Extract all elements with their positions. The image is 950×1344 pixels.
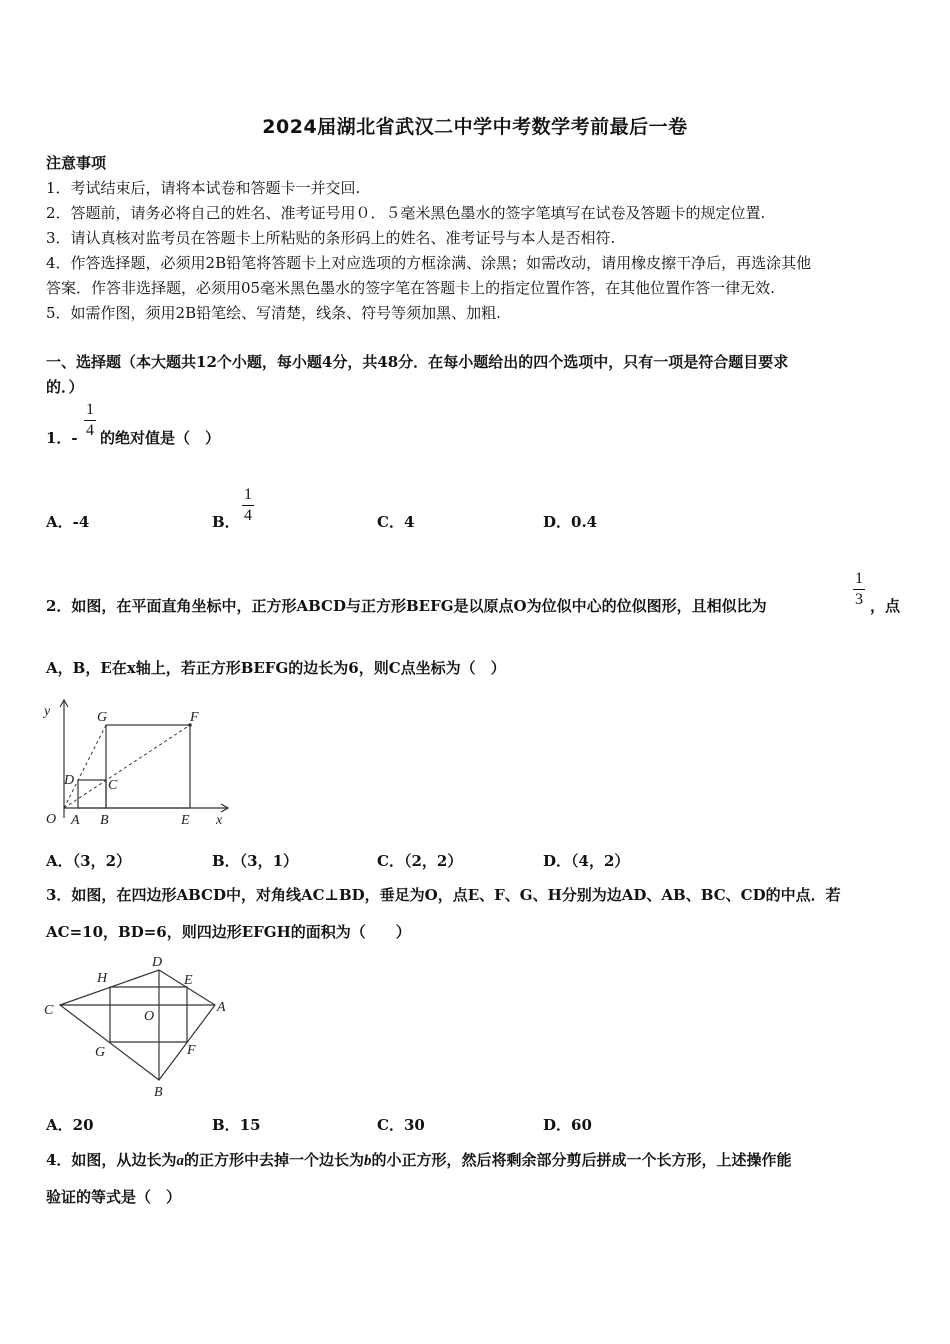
q2-stem-end: ，点 bbox=[870, 597, 901, 615]
q2-option-b: B．（3，1） bbox=[212, 852, 299, 870]
q2-figure bbox=[40, 695, 240, 830]
q4-stem bbox=[46, 1149, 791, 1170]
q2-stem-cont: A，B，E在x轴上，若正方形BEFG的边长为6，则C点坐标为（ ） bbox=[46, 659, 506, 677]
q1-option-a: A．-4 bbox=[46, 513, 90, 531]
label-c: C bbox=[44, 1003, 54, 1018]
label-g: G bbox=[95, 1045, 106, 1060]
q1b-frac-den: 4 bbox=[244, 507, 252, 524]
notice-item: 5．如需作图，须用2B铅笔绘、写清楚，线条、符号等须加黑、加粗. bbox=[46, 304, 501, 322]
label-c: C bbox=[108, 778, 118, 793]
q4-var-a: a bbox=[176, 1153, 184, 1169]
q1-option-c: C．4 bbox=[377, 513, 415, 531]
q1-prefix: 1．- bbox=[46, 429, 78, 447]
q1-stem: 的绝对值是（ ） bbox=[100, 429, 221, 447]
notice-item: 2．答题前，请务必将自己的姓名、准考证号用０．５毫米黑色墨水的签字笔填写在试卷及答题卡的规定位置. bbox=[46, 204, 766, 222]
q1-option-b: B． bbox=[212, 513, 240, 531]
q3-option-d: D．60 bbox=[543, 1116, 592, 1134]
label-d: D bbox=[64, 773, 75, 788]
paper-title: 2024届湖北省武汉二中学中考数学考前最后一卷 bbox=[262, 116, 688, 138]
q3-option-b: B．15 bbox=[212, 1116, 261, 1134]
q3-figure bbox=[40, 950, 240, 1102]
q4-stem-part1: 4．如图，从边长为 bbox=[46, 1151, 177, 1169]
notice-item: 1．考试结束后，请将本试卷和答题卡一并交回. bbox=[46, 179, 361, 197]
q2-option-d: D．（4，2） bbox=[543, 852, 630, 870]
label-x: x bbox=[216, 813, 223, 828]
q4-stem-cont: 验证的等式是（ ） bbox=[46, 1188, 182, 1206]
fraction-bar bbox=[84, 420, 96, 421]
label-y: y bbox=[44, 704, 51, 719]
label-o: O bbox=[144, 1009, 155, 1024]
q2-option-c: C．（2，2） bbox=[377, 852, 463, 870]
q4-var-b: b bbox=[363, 1153, 372, 1169]
label-f: F bbox=[187, 1043, 196, 1058]
q1b-frac-num: 1 bbox=[244, 486, 252, 503]
label-a: A bbox=[71, 813, 80, 828]
q1-frac-num: 1 bbox=[86, 401, 94, 418]
notice-item: 4．作答选择题，必须用2B铅笔将答题卡上对应选项的方框涂满、涂黑；如需改动，请用橡皮擦干净后，再选涂其他 bbox=[46, 254, 812, 272]
section-heading: 一、选择题（本大题共12个小题，每小题4分，共48分．在每小题给出的四个选项中，只有一项是符合题目要求 bbox=[46, 353, 789, 371]
q2-option-a: A．（3，2） bbox=[46, 852, 132, 870]
dashed-og bbox=[64, 725, 106, 808]
label-e: E bbox=[181, 813, 190, 828]
q2-frac-num: 1 bbox=[855, 570, 863, 587]
label-d: D bbox=[152, 955, 163, 970]
q2-frac-den: 3 bbox=[855, 591, 863, 608]
notice-heading: 注意事项 bbox=[46, 154, 107, 172]
label-g: G bbox=[97, 710, 108, 725]
label-a: A bbox=[217, 1000, 226, 1015]
q3-stem-cont: AC=10，BD=6，则四边形EFGH的面积为（ ） bbox=[46, 923, 411, 941]
label-f: F bbox=[190, 710, 199, 725]
q3-option-a: A．20 bbox=[46, 1116, 94, 1134]
fraction-bar bbox=[853, 589, 865, 590]
label-h: H bbox=[97, 971, 108, 986]
q2-stem: 2．如图，在平面直角坐标中，正方形ABCD与正方形BEFG是以原点O为位似中心的位似图形，且相似比为 bbox=[46, 597, 767, 615]
q2-fraction bbox=[853, 570, 865, 609]
q1-option-b-fraction bbox=[242, 486, 254, 525]
fraction-bar bbox=[242, 505, 254, 506]
q1-option-d: D．0.4 bbox=[543, 513, 598, 531]
q3-stem: 3．如图，在四边形ABCD中，对角线AC⊥BD，垂足为O，点E、F、G、H分别为边AD、AB、BC、CD的中点．若 bbox=[46, 886, 841, 904]
q3-option-c: C．30 bbox=[377, 1116, 425, 1134]
square-befg bbox=[106, 725, 190, 808]
section-heading-cont: 的．） bbox=[46, 378, 84, 396]
square-abcd bbox=[78, 780, 106, 808]
label-o: O bbox=[46, 812, 57, 827]
q1-fraction bbox=[84, 401, 96, 440]
dashed-of bbox=[64, 725, 190, 808]
q1-frac-den: 4 bbox=[86, 422, 94, 439]
label-e: E bbox=[184, 973, 193, 988]
notice-item: 答案．作答非选择题，必须用05毫米黑色墨水的签字笔在答题卡上的指定位置作答，在其他位置作答一律无效. bbox=[46, 279, 775, 297]
q4-stem-part2: 的正方形中去掉一个边长为 bbox=[183, 1151, 364, 1169]
label-b: B bbox=[100, 813, 109, 828]
notice-item: 3．请认真核对监考员在答题卡上所粘贴的条形码上的姓名、准考证号与本人是否相符. bbox=[46, 229, 616, 247]
label-b: B bbox=[154, 1085, 163, 1100]
q4-stem-part3: 的小正方形，然后将剩余部分剪后拼成一个长方形，上述操作能 bbox=[371, 1151, 792, 1169]
